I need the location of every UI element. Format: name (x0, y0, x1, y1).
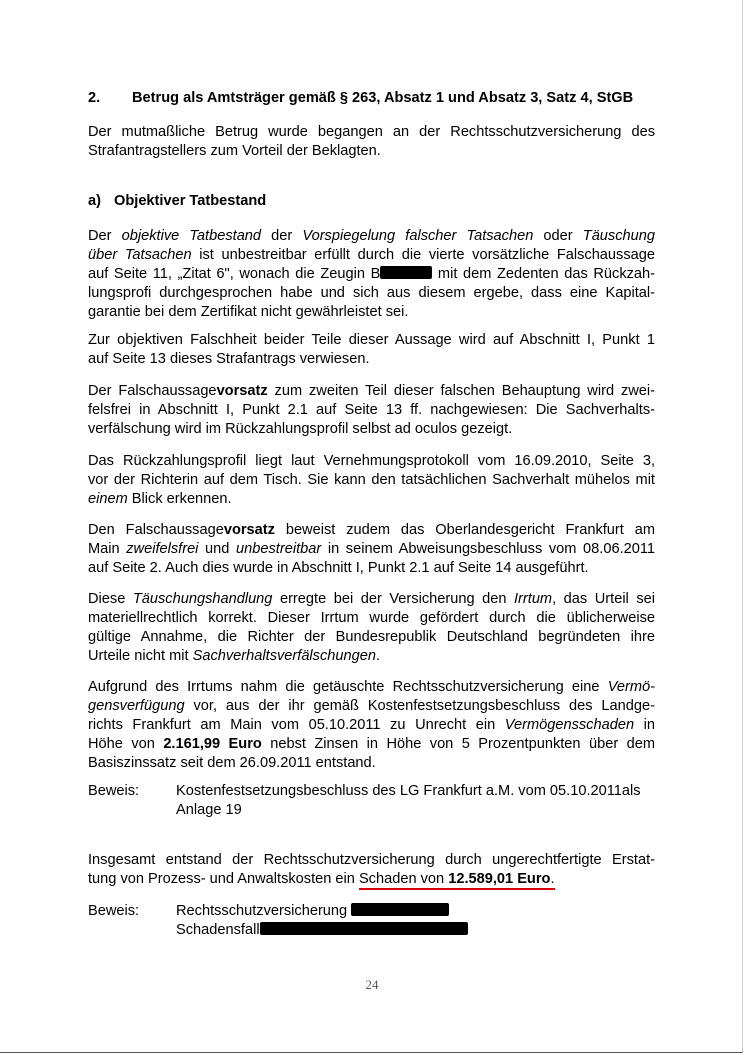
text-run: auf Seite 11, „Zitat 6", wonach die Zeugin B (88, 266, 381, 282)
text-run: und (198, 541, 237, 557)
paragraph-line (88, 382, 655, 401)
paragraph-line (88, 647, 655, 666)
text-run: Aufgrund des Irrtums nahm die getäuschte Rechtsschutzversicherung eine (88, 679, 608, 695)
italic-run: Sachverhaltsverfälschungen (192, 648, 376, 664)
evidence-label: Beweis: (88, 783, 140, 799)
paragraph-line: verfälschung wird im Rückzahlungsprofil selbst ad oculos gezeigt. (88, 421, 513, 437)
redaction-bar (351, 903, 449, 916)
text-run: der (261, 228, 303, 244)
italic-run: unbestreitbar (236, 541, 322, 557)
text-run: Der (88, 228, 122, 244)
paragraph-line (88, 540, 655, 559)
evidence-line: Kostenfestsetzungsbeschluss des LG Frankfurt a.M. vom 05.10.2011als (176, 783, 641, 799)
paragraph-repayment-profile (88, 452, 655, 509)
paragraph-line (88, 227, 655, 246)
highlighted-damage (359, 871, 555, 890)
redaction-bar (380, 266, 432, 279)
paragraph-falsity (88, 331, 655, 369)
evidence-line (176, 921, 666, 940)
text-run: tung von Prozess- und Anwaltskosten ein (88, 871, 359, 887)
paragraph-line: felsfrei in Abschnitt I, Punkt 2.1 auf Seite 13 ff. nachgewiesen: Die Sachverhalts- (88, 402, 655, 418)
text-run: . (375, 648, 381, 664)
paragraph-line (88, 246, 655, 265)
text-run: mit dem Zedenten das Rückzah- (432, 266, 656, 282)
text-run: in seinem Abweisungsbeschluss vom 08.06.2011 (321, 541, 656, 557)
paragraph-line: gültige Annahme, die Richter der Bundesrepublik Deutschland begründeten ihre (88, 629, 655, 645)
text-run: Schaden von (358, 871, 449, 887)
bold-amount: 2.161,99 Euro (163, 736, 262, 752)
paragraph-line (88, 697, 655, 716)
subsection-title: Objektiver Tatbestand (114, 193, 267, 209)
text-run: Diese (88, 591, 133, 607)
text-run: Urteile nicht mit (88, 648, 193, 664)
paragraph-line: Insgesamt entstand der Rechtsschutzversicherung durch ungerechtfertigte Erstat- (88, 852, 655, 868)
paragraph-line (88, 490, 655, 509)
text-run: Schadensfall (176, 922, 260, 938)
paragraph-line: garantie bei dem Zertifikat nicht gewährleistet sei. (88, 304, 409, 320)
page-number: 24 (365, 977, 379, 992)
paragraph-line (88, 521, 655, 540)
text-run: Höhe von (88, 736, 164, 752)
paragraph-line: Das Rückzahlungsprofil liegt laut Vernehmungsprotokoll vom 16.09.2010, Seite 3, (88, 453, 655, 469)
subsection-letter: a) (88, 193, 101, 209)
italic-run: gensverfügung (88, 698, 185, 714)
italic-run: Vermö- (607, 679, 655, 695)
evidence-body (176, 782, 666, 820)
italic-run: einem (88, 491, 128, 507)
intro-paragraph (88, 123, 655, 161)
text-run: Rechtsschutzversicherung (176, 903, 348, 919)
text-run: erregte bei der Versicherung den (272, 591, 514, 607)
paragraph-line (88, 716, 655, 735)
intro-line-1: Der mutmaßliche Betrug wurde begangen an der Rechtsschutzversicherung des (88, 124, 655, 140)
italic-run: Täuschung (582, 228, 655, 244)
paragraph-line: auf Seite 13 dieses Strafantrags verwiesen. (88, 351, 370, 367)
paragraph-line (88, 678, 655, 697)
bold-run: vorsatz (216, 383, 268, 399)
text-run: beweist zudem das Oberlandesgericht Frankfurt am (274, 522, 655, 538)
text-run: , das Urteil sei (552, 591, 655, 607)
paragraph-line (88, 590, 655, 609)
text-run: ist unbestreitbar erfüllt durch die vierte vorsätzliche Falschaussage (191, 247, 655, 263)
text-run: zum zweiten Teil dieser falschen Behauptung wird zwei- (267, 383, 655, 399)
italic-run: zweifelsfrei (126, 541, 199, 557)
italic-run: Vermögensschaden (504, 717, 635, 733)
evidence-label: Beweis: (88, 903, 140, 919)
italic-run: Vorspiegelung falscher Tatsachen (302, 228, 534, 244)
section-heading (88, 89, 655, 108)
section-title: Betrug als Amtsträger gemäß § 263, Absatz 1 und Absatz 3, Satz 4, StGB (132, 90, 634, 106)
paragraph-damage (88, 678, 655, 773)
paragraph-deception (88, 590, 655, 666)
paragraph-line: lungsprofi durchgesprochen habe und sich aus diesem ergebe, dass eine Kapital- (88, 285, 655, 301)
paragraph-line (88, 265, 655, 284)
paragraph-objective-facts (88, 227, 655, 322)
paragraph-line: Basiszinssatz seit dem 26.09.2011 entstand. (88, 755, 376, 771)
paragraph-line (88, 735, 655, 754)
paragraph-line: Zur objektiven Falschheit beider Teile dieser Aussage wird auf Abschnitt I, Punkt 1 (88, 332, 655, 348)
text-run: richts Frankfurt am Main vom 05.10.2011 zu Unrecht ein (88, 717, 505, 733)
intro-line-2: Strafantragstellers zum Vorteil der Beklagten. (88, 143, 381, 159)
text-run: vor, aus der ihr gemäß Kostenfestsetzungsbeschluss des Landge- (184, 698, 655, 714)
paragraph-line: materiellrechtlich korrekt. Dieser Irrtum wurde gefördert durch die üblicherweise (88, 610, 655, 626)
evidence-body (176, 902, 666, 940)
text-run: . (550, 871, 555, 887)
bold-run: vorsatz (223, 522, 275, 538)
text-run: Den Falschaussage (88, 522, 224, 538)
evidence-line (176, 902, 666, 921)
paragraph-court-decision (88, 521, 655, 578)
text-run: Der Falschaussage (88, 383, 217, 399)
text-run: Blick erkennen. (127, 491, 232, 507)
paragraph-total-damage (88, 851, 655, 889)
redaction-bar (260, 922, 468, 935)
evidence-line: Anlage 19 (176, 802, 242, 818)
italic-run: Irrtum (513, 591, 553, 607)
bold-amount: 12.589,01 Euro (448, 871, 551, 887)
subsection-heading (88, 192, 655, 211)
text-run: nebst Zinsen in Höhe von 5 Prozentpunkten über dem (261, 736, 656, 752)
text-run: in (634, 717, 655, 733)
paragraph-line: vor der Richterin auf dem Tisch. Sie kann den tatsächlichen Sachverhalt mühelos mit (88, 472, 655, 488)
italic-run: objektive Tatbestand (121, 228, 262, 244)
paragraph-line: auf Seite 2. Auch dies wurde in Abschnitt I, Punkt 2.1 auf Seite 14 ausgeführt. (88, 560, 589, 576)
text-run: oder (533, 228, 583, 244)
italic-run: über Tatsachen (88, 247, 192, 263)
paragraph-line (88, 870, 655, 889)
italic-run: Täuschungshandlung (132, 591, 273, 607)
paragraph-intent (88, 382, 655, 439)
section-number: 2. (88, 90, 101, 106)
text-run: Main (88, 541, 127, 557)
